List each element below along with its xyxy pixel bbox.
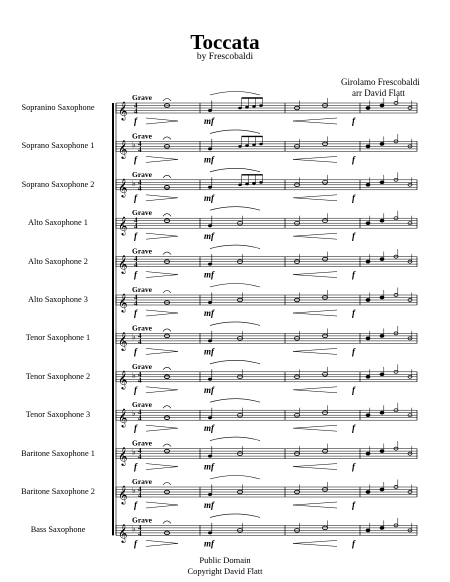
note-head — [259, 143, 263, 146]
crescendo-hairpin — [293, 233, 337, 239]
note-head — [252, 182, 256, 185]
time-signature-bottom: 4 — [134, 107, 138, 116]
note-head — [208, 301, 212, 304]
composer-credit: Girolamo Frescobaldi — [341, 77, 420, 87]
time-signature-top: 4 — [138, 523, 142, 532]
note-head — [208, 224, 212, 227]
time-signature-bottom: 4 — [134, 222, 138, 231]
slur — [210, 514, 260, 518]
diminuendo-hairpin — [146, 310, 178, 316]
crescendo-hairpin — [293, 387, 337, 393]
crescendo-hairpin — [293, 118, 337, 124]
diminuendo-hairpin — [146, 156, 178, 162]
diminuendo-hairpin — [146, 387, 178, 393]
note-head — [366, 337, 370, 340]
fermata-icon — [163, 521, 171, 524]
crescendo-hairpin — [293, 156, 337, 162]
time-signature-bottom: 4 — [138, 491, 142, 500]
dynamic-mezzo-forte: mf — [204, 192, 214, 203]
dynamic-forte: f — [134, 154, 137, 165]
note-head — [380, 373, 384, 376]
fermata-icon — [163, 483, 171, 486]
time-signature-top: 4 — [134, 255, 138, 264]
flat-sign: ♭ — [132, 447, 136, 457]
note-head — [245, 106, 249, 109]
flat-sign: ♭ — [132, 332, 136, 342]
staff — [116, 476, 417, 511]
time-signature-bottom: 4 — [138, 145, 142, 154]
treble-clef-icon: 𝄞 — [118, 139, 128, 159]
note-head — [366, 452, 370, 455]
time-signature-bottom: 4 — [138, 184, 142, 193]
note-head — [208, 339, 212, 342]
dynamic-forte: f — [352, 500, 355, 510]
dynamic-forte: f — [134, 538, 137, 549]
note-head — [208, 493, 212, 496]
dynamic-mezzo-forte: mf — [204, 231, 214, 242]
time-signature-top: 4 — [138, 485, 142, 494]
flat-sign: ♭ — [132, 486, 136, 495]
instrument-name: Tenor Saxophone 2 — [25, 371, 91, 381]
diminuendo-hairpin — [146, 272, 178, 278]
dynamic-mezzo-forte: mf — [204, 269, 214, 280]
time-signature-bottom: 4 — [138, 414, 142, 423]
dynamic-forte: f — [352, 269, 355, 280]
dynamic-mezzo-forte: mf — [204, 308, 214, 318]
note-head — [208, 147, 212, 150]
tempo-marking: Grave — [132, 515, 152, 525]
staff — [116, 245, 417, 280]
note-head — [366, 107, 370, 110]
note-head — [252, 105, 256, 108]
flat-sign: ♭ — [132, 140, 136, 150]
treble-clef-icon: 𝄞 — [118, 216, 128, 236]
fermata-icon — [163, 137, 171, 140]
tempo-marking: Grave — [132, 285, 152, 294]
note-head — [366, 375, 370, 378]
score-subtitle: by Frescobaldi — [196, 52, 254, 62]
fermata-icon — [163, 367, 171, 370]
treble-clef-icon: 𝄞 — [118, 177, 128, 197]
flat-sign: ♭ — [132, 524, 136, 534]
footer-public-domain: Public Domain — [199, 555, 251, 565]
time-signature-top: 4 — [134, 101, 138, 110]
dynamic-forte: f — [352, 116, 355, 126]
note-head — [259, 181, 263, 184]
time-signature-top: 4 — [138, 408, 142, 417]
crescendo-hairpin — [293, 195, 337, 201]
fermata-icon — [163, 329, 171, 332]
time-signature-top: 4 — [138, 139, 142, 148]
tempo-marking: Grave — [132, 93, 152, 102]
instrument-name: Bass Saxophone — [30, 525, 86, 535]
instrument-name: Sopranino Saxophone — [21, 103, 95, 112]
slur — [210, 360, 260, 364]
slur — [210, 92, 260, 96]
dynamic-forte: f — [352, 346, 355, 357]
time-signature-top: 4 — [138, 178, 142, 187]
diminuendo-hairpin — [146, 348, 178, 354]
dynamic-mezzo-forte: mf — [204, 461, 214, 472]
instrument-name: Alto Saxophone 1 — [28, 218, 88, 228]
slur — [210, 399, 260, 403]
dynamic-forte: f — [134, 308, 137, 318]
staff — [116, 92, 417, 127]
note-head — [208, 378, 212, 381]
slur — [210, 245, 260, 249]
instrument-name: Baritone Saxophone 1 — [21, 448, 95, 458]
dynamic-forte: f — [134, 231, 137, 242]
note-head — [245, 183, 249, 186]
dynamic-forte: f — [134, 384, 137, 395]
fermata-icon — [163, 214, 171, 217]
dynamic-forte: f — [134, 269, 137, 280]
note-head — [208, 109, 212, 112]
treble-clef-icon: 𝄞 — [118, 408, 128, 428]
fermata-icon — [163, 406, 171, 409]
fermata-icon — [163, 252, 171, 255]
dynamic-mezzo-forte: mf — [204, 346, 214, 357]
note-head — [366, 491, 370, 494]
dynamic-forte: f — [134, 116, 137, 126]
dynamic-forte: f — [352, 384, 355, 395]
staff — [116, 207, 417, 242]
crescendo-hairpin — [293, 348, 337, 354]
tempo-marking: Grave — [132, 400, 152, 410]
diminuendo-hairpin — [146, 464, 178, 470]
treble-clef-icon: 𝄞 — [118, 101, 128, 120]
fermata-icon — [163, 291, 171, 294]
staff — [116, 168, 417, 203]
dynamic-forte: f — [352, 538, 355, 549]
dynamic-forte: f — [352, 423, 355, 434]
crescendo-hairpin — [293, 502, 337, 508]
note-head — [366, 222, 370, 225]
note-head — [380, 488, 384, 491]
note-head — [380, 296, 384, 299]
tempo-marking: Grave — [132, 131, 152, 141]
crescendo-hairpin — [293, 310, 337, 316]
treble-clef-icon: 𝄞 — [118, 254, 128, 274]
time-signature-bottom: 4 — [138, 376, 142, 385]
dynamic-forte: f — [134, 192, 137, 203]
crescendo-hairpin — [293, 272, 337, 278]
note-head — [366, 414, 370, 417]
dynamic-forte: f — [352, 192, 355, 203]
dynamic-mezzo-forte: mf — [204, 384, 214, 395]
slur — [210, 476, 260, 480]
crescendo-hairpin — [293, 464, 337, 470]
slur — [210, 284, 260, 288]
note-head — [252, 144, 256, 147]
note-head — [208, 455, 212, 458]
tempo-marking: Grave — [132, 246, 152, 256]
slur — [210, 130, 260, 134]
crescendo-hairpin — [293, 425, 337, 431]
instrument-name: Tenor Saxophone 3 — [25, 410, 91, 420]
note-head — [380, 526, 384, 529]
note-head — [380, 450, 384, 453]
staff — [116, 322, 417, 357]
fermata-icon — [163, 175, 171, 178]
dynamic-mezzo-forte: mf — [204, 423, 214, 434]
tempo-marking: Grave — [132, 477, 152, 486]
note-head — [208, 186, 212, 189]
diminuendo-hairpin — [146, 425, 178, 431]
time-signature-bottom: 4 — [138, 337, 142, 346]
tempo-marking: Grave — [132, 361, 152, 371]
dynamic-forte: f — [134, 500, 137, 510]
staff — [116, 514, 417, 549]
dynamic-forte: f — [352, 154, 355, 165]
note-head — [380, 411, 384, 414]
note-head — [366, 145, 370, 148]
note-head — [238, 107, 242, 110]
flat-sign: ♭ — [132, 409, 136, 419]
fermata-icon — [163, 99, 171, 102]
note-head — [238, 184, 242, 187]
slur — [210, 437, 260, 441]
dynamic-mezzo-forte: mf — [204, 116, 214, 126]
slur — [210, 168, 260, 172]
note-head — [380, 219, 384, 222]
note-head — [366, 529, 370, 532]
treble-clef-icon: 𝄞 — [118, 446, 128, 466]
instrument-name: Tenor Saxophone 1 — [25, 333, 91, 343]
note-head — [366, 260, 370, 263]
staff — [116, 399, 417, 434]
time-signature-top: 4 — [138, 447, 142, 456]
staff — [116, 360, 417, 395]
note-head — [208, 263, 212, 266]
dynamic-forte: f — [352, 308, 355, 318]
dynamic-forte: f — [352, 461, 355, 472]
note-head — [380, 258, 384, 261]
time-signature-top: 4 — [138, 370, 142, 379]
treble-clef-icon: 𝄞 — [118, 523, 128, 543]
note-head — [245, 144, 249, 147]
footer-copyright: Copyright David Flatt — [187, 566, 263, 576]
treble-clef-icon: 𝄞 — [118, 293, 128, 312]
time-signature-bottom: 4 — [134, 261, 138, 270]
dynamic-forte: f — [352, 231, 355, 242]
diminuendo-hairpin — [146, 540, 178, 546]
time-signature-bottom: 4 — [134, 299, 138, 308]
instrument-name: Baritone Saxophone 2 — [21, 487, 95, 496]
score-title: Toccata — [190, 30, 260, 54]
note-head — [380, 181, 384, 184]
staff — [116, 437, 417, 472]
time-signature-top: 4 — [138, 331, 142, 340]
instrument-name: Alto Saxophone 2 — [28, 256, 88, 266]
tempo-marking: Grave — [132, 323, 152, 333]
note-head — [238, 145, 242, 148]
diminuendo-hairpin — [146, 502, 178, 508]
flat-sign: ♭ — [132, 370, 136, 380]
tempo-marking: Grave — [132, 208, 152, 218]
diminuendo-hairpin — [146, 233, 178, 239]
staff — [116, 130, 417, 165]
time-signature-bottom: 4 — [138, 453, 142, 462]
slur — [210, 207, 260, 211]
crescendo-hairpin — [293, 540, 337, 546]
dynamic-mezzo-forte: mf — [204, 154, 214, 165]
note-head — [366, 183, 370, 186]
note-head — [208, 531, 212, 534]
instrument-name: Soprano Saxophone 1 — [21, 141, 95, 151]
dynamic-forte: f — [134, 461, 137, 472]
treble-clef-icon: 𝄞 — [118, 485, 128, 504]
treble-clef-icon: 𝄞 — [118, 331, 128, 351]
tempo-marking: Grave — [132, 438, 152, 448]
note-head — [366, 299, 370, 302]
dynamic-forte: f — [134, 346, 137, 357]
time-signature-bottom: 4 — [138, 529, 142, 538]
treble-clef-icon: 𝄞 — [118, 369, 128, 389]
note-head — [259, 104, 263, 107]
dynamic-forte: f — [134, 423, 137, 434]
slur — [210, 322, 260, 326]
note-head — [380, 334, 384, 337]
instrument-name: Alto Saxophone 3 — [28, 295, 88, 304]
arranger-credit: arr David Flatt — [352, 88, 405, 98]
dynamic-mezzo-forte: mf — [204, 538, 214, 549]
dynamic-mezzo-forte: mf — [204, 500, 214, 510]
tempo-marking: Grave — [132, 169, 152, 179]
time-signature-top: 4 — [134, 216, 138, 225]
time-signature-top: 4 — [134, 293, 138, 302]
instrument-name: Soprano Saxophone 2 — [21, 179, 95, 189]
diminuendo-hairpin — [146, 195, 178, 201]
staff — [116, 284, 417, 319]
note-head — [380, 142, 384, 145]
fermata-icon — [163, 444, 171, 447]
diminuendo-hairpin — [146, 118, 178, 124]
note-head — [208, 416, 212, 419]
note-head — [380, 104, 384, 107]
flat-sign: ♭ — [132, 178, 136, 188]
